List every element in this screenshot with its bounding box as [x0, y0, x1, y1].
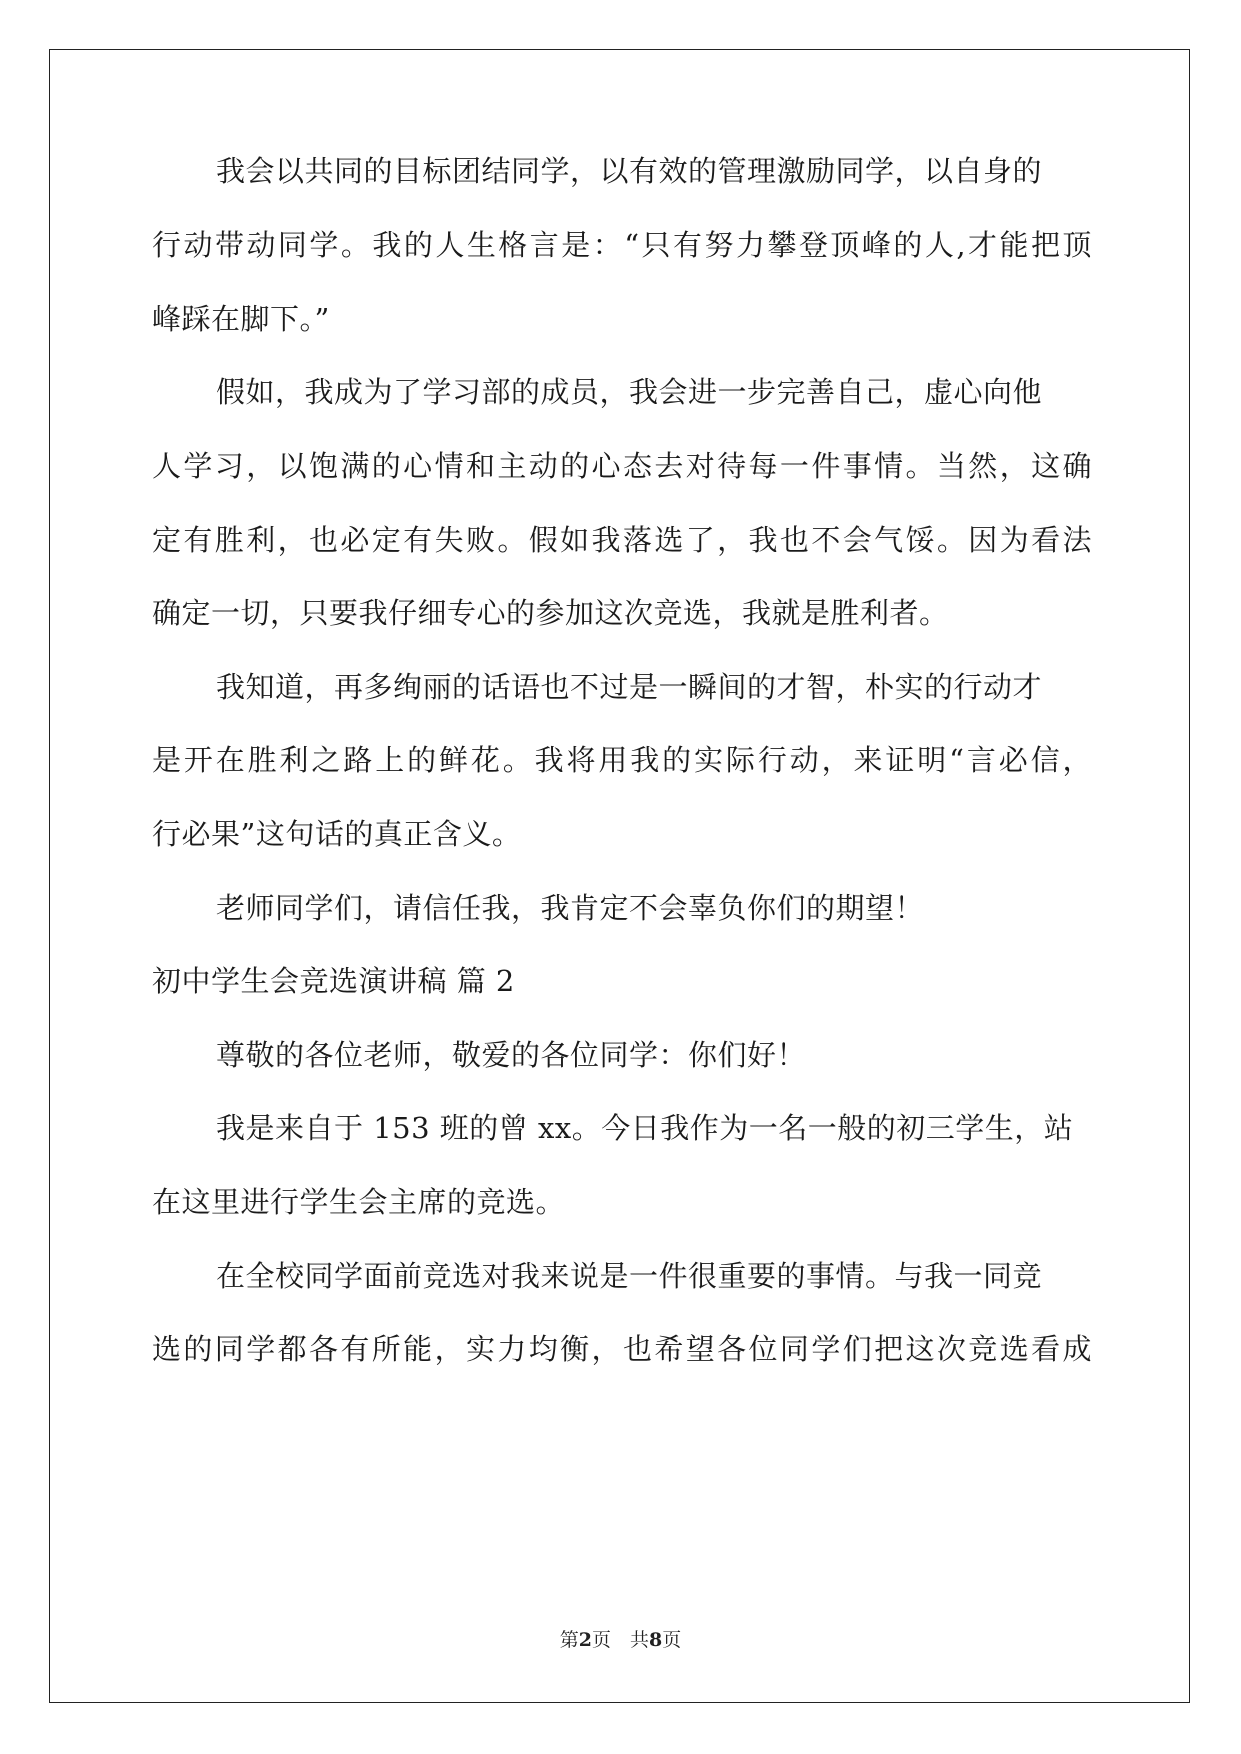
paragraph-line: 人学习，以饱满的心情和主动的心态去对待每一件事情。当然，这确 [152, 449, 1092, 483]
paragraph-line: 我知道，再多绚丽的话语也不过是一瞬间的才智，朴实的行动才 [216, 670, 1043, 704]
paragraph-line: 假如，我成为了学习部的成员，我会进一步完善自己，虚心向他 [216, 375, 1043, 409]
paragraph-line: 在全校同学面前竞选对我来说是一件很重要的事情。与我一同竞 [216, 1259, 1043, 1293]
paragraph-line: 我会以共同的目标团结同学，以有效的管理激励同学，以自身的 [216, 154, 1043, 188]
paragraph-line: 在这里进行学生会主席的竞选。 [152, 1185, 566, 1219]
page-mid: 页 共 [591, 1629, 649, 1651]
paragraph-line: 选的同学都各有所能，实力均衡，也希望各位同学们把这次竞选看成 [152, 1332, 1092, 1366]
paragraph-line: 行必果”这句话的真正含义。 [152, 817, 522, 851]
paragraph-line: 定有胜利，也必定有失败。假如我落选了，我也不会气馁。因为看法 [152, 523, 1092, 557]
current-page-number: 2 [578, 1629, 592, 1651]
paragraph-line: 老师同学们，请信任我，我肯定不会辜负你们的期望！ [216, 891, 925, 925]
section-heading: 初中学生会竞选演讲稿 篇 2 [152, 964, 515, 998]
page-suffix: 页 [662, 1629, 682, 1651]
paragraph-line: 是开在胜利之路上的鲜花。我将用我的实际行动，来证明“言必信， [152, 743, 1092, 777]
page-prefix: 第 [559, 1629, 579, 1651]
total-pages-number: 8 [649, 1629, 663, 1651]
page-footer [0, 1627, 1241, 1653]
paragraph-line: 峰踩在脚下。” [152, 302, 330, 336]
paragraph-line: 尊敬的各位老师，敬爱的各位同学：你们好！ [216, 1038, 807, 1072]
paragraph-line: 行动带动同学。我的人生格言是：“只有努力攀登顶峰的人,才能把顶 [152, 228, 1092, 262]
paragraph-line: 我是来自于 153 班的曾 xx。今日我作为一名一般的初三学生，站 [216, 1111, 1074, 1145]
paragraph-line: 确定一切，只要我仔细专心的参加这次竞选，我就是胜利者。 [152, 596, 949, 630]
page-border [49, 49, 1190, 1703]
